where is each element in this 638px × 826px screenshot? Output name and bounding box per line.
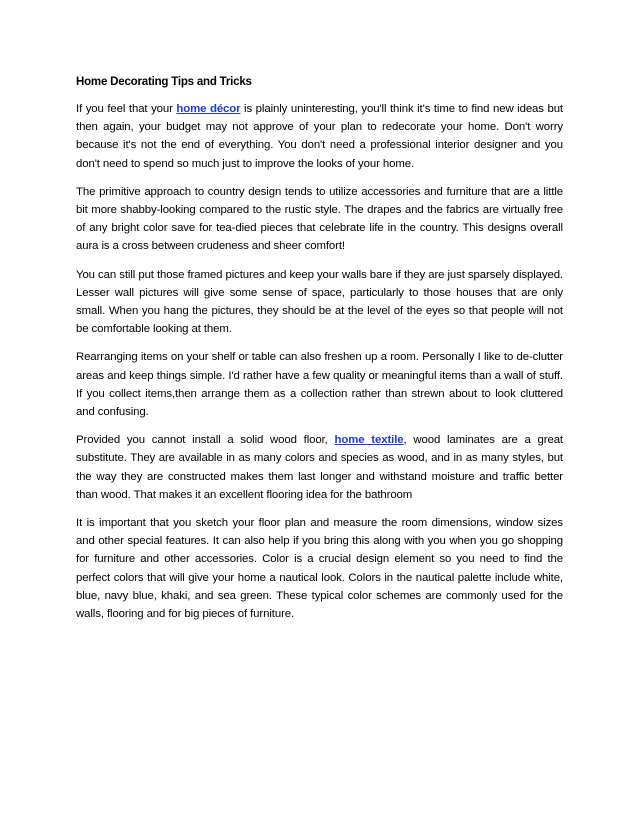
- home-textile-link[interactable]: home textile: [334, 434, 404, 447]
- paragraph-flooring: [76, 431, 563, 504]
- paragraph-country-design: The primitive approach to country design tends to utilize accessories and furniture that are a little bit more shabby-looking compared to the rustic style. The drapes and the fabrics are virtually free of any bright color save for tea-died pieces that celebrate life in the country. This designs overall aura is a cross between crudeness and sheer comfort!: [76, 185, 563, 253]
- document-title: Home Decorating Tips and Tricks: [76, 76, 252, 88]
- paragraph-text: If you feel that your: [76, 103, 177, 115]
- home-decor-link[interactable]: home décor: [176, 103, 241, 115]
- paragraph-framed-pictures: You can still put those framed pictures and keep your walls bare if they are just sparsely displayed. Lesser wall pictures will give some sense of space, particularly to those houses that are only small. When you hang the pictures, they should be at the level of the eyes so that people will not be comfortable looking at them.: [76, 268, 563, 336]
- paragraph-rearranging: Rearranging items on your shelf or table can also freshen up a room. Personally I like to de-clutter areas and keep things simple. I'd rather have a few quality or meaningful items than a wall of stuff. If you collect items,then arrange them as a collection rather than strewn about to look cluttered and confusing.: [76, 351, 563, 419]
- paragraph-text: is plainly uninteresting, you'll think it's time to find new ideas but then again, your budget may not approve of your plan to redecorate your home. Don't worry because it's not the end of everything. You don't need a professional interior designer and you don't need to spend so much just to improve the looks of your home.: [76, 103, 563, 170]
- paragraph-floor-plan: It is important that you sketch your floor plan and measure the room dimensions, window sizes and other special features. It can also help if you bring this along with you when you go shopping for furniture and other accessories. Color is a crucial design element so you need to find the perfect colors that will give your home a nautical look. Colors in the nautical palette include white, blue, navy blue, khaki, and sea green. These typical color schemes are commonly used for the walls, flooring and for big pieces of furniture.: [76, 517, 563, 621]
- paragraph-text: , wood laminates are a great substitute. They are available in as many colors and species as wood, and in as many styles, but the way they are constructed makes them last longer and withstand moisture and traffic better than wood. That makes it an excellent flooring idea for the bathroom: [76, 434, 563, 501]
- paragraph-intro: [76, 100, 563, 173]
- paragraph-text: Provided you cannot install a solid wood floor,: [76, 434, 335, 447]
